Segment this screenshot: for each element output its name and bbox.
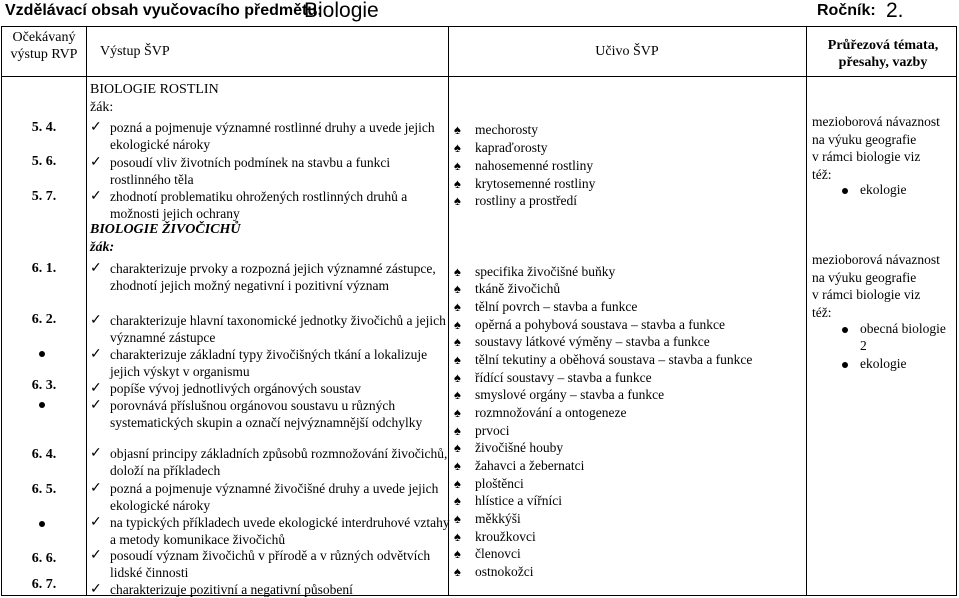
col-header-svp: Výstup ŠVP xyxy=(100,44,170,59)
page-header xyxy=(0,0,959,26)
check-icon: ✓ xyxy=(90,381,102,396)
check-icon: ✓ xyxy=(90,155,102,170)
rvp-code: 5. 6. xyxy=(31,154,57,169)
check-icon: ✓ xyxy=(90,481,102,496)
grade-value: 2. xyxy=(886,0,904,22)
spade-bullet-icon: ♠ xyxy=(454,370,461,385)
spade-bullet-icon: ♠ xyxy=(454,193,461,208)
section-title: BIOLOGIE ŽIVOČICHŮ xyxy=(90,222,241,237)
spade-bullet-icon: ♠ xyxy=(454,334,461,349)
rvp-code: 6. 7. xyxy=(31,577,57,592)
column-divider xyxy=(86,27,87,595)
check-icon: ✓ xyxy=(90,347,102,362)
check-icon: ✓ xyxy=(90,515,102,530)
rvp-code: 6. 3. xyxy=(31,378,57,393)
grade-label: Ročník: xyxy=(817,2,876,19)
col-header-prurez: Průřezová témata, přesahy, vazby xyxy=(827,38,939,70)
spade-bullet-icon: ♠ xyxy=(454,423,461,438)
spade-bullet-icon: ♠ xyxy=(454,122,461,137)
rvp-code: 6. 4. xyxy=(31,447,57,462)
check-icon: ✓ xyxy=(90,446,102,461)
subject-name: Biologie xyxy=(304,0,379,22)
spade-bullet-icon: ♠ xyxy=(454,440,461,455)
spade-bullet-icon: ♠ xyxy=(454,511,461,526)
spade-bullet-icon: ♠ xyxy=(454,281,461,296)
rvp-code: 5. 7. xyxy=(31,189,57,204)
spade-bullet-icon: ♠ xyxy=(454,564,461,579)
prurez-item: obecná biologie xyxy=(860,321,946,337)
spade-bullet-icon: ♠ xyxy=(454,352,461,367)
zak-label: žák: xyxy=(90,100,114,115)
spade-bullet-icon: ♠ xyxy=(454,476,461,491)
spade-bullet-icon: ♠ xyxy=(454,546,461,561)
rvp-code: 5. 4. xyxy=(31,120,57,135)
spade-bullet-icon: ♠ xyxy=(454,264,461,279)
rvp-code: 6. 5. xyxy=(31,482,57,497)
spade-bullet-icon: ♠ xyxy=(454,299,461,314)
bullet-dot-icon xyxy=(842,188,848,194)
bullet-dot-icon xyxy=(39,402,45,408)
prurez-item: ekologie xyxy=(860,182,907,198)
check-icon: ✓ xyxy=(90,261,102,276)
check-icon: ✓ xyxy=(90,189,102,204)
check-icon: ✓ xyxy=(90,582,102,597)
spade-bullet-icon: ♠ xyxy=(454,458,461,473)
spade-bullet-icon: ♠ xyxy=(454,405,461,420)
bullet-dot-icon xyxy=(842,362,848,368)
header-divider xyxy=(2,76,956,77)
bullet-dot-icon xyxy=(39,521,45,527)
rvp-code: 6. 6. xyxy=(31,551,57,566)
prurez-block: mezioborová návaznost na výuku geografie v rámci biologie viz též: xyxy=(812,114,940,182)
bullet-dot-icon xyxy=(842,327,848,333)
zak-label: žák: xyxy=(90,240,115,255)
spade-bullet-icon: ♠ xyxy=(454,387,461,402)
spade-bullet-icon: ♠ xyxy=(454,158,461,173)
check-icon: ✓ xyxy=(90,313,102,328)
spade-bullet-icon: ♠ xyxy=(454,176,461,191)
rvp-code: 6. 2. xyxy=(31,312,57,327)
rvp-code: 6. 1. xyxy=(31,261,57,276)
prurez-item: 2 xyxy=(860,338,867,353)
curriculum-table: Očekávaný výstup RVP Výstup ŠVP Učivo ŠVP Průřezová témata, přesahy, vazby BIOLOGIE ROSTLIN žák: 5. 4. 5. 6. 5. 7. ✓ pozná a pojmenuje významné rostlinné druhy a uvede jejich ekologické nároky ✓ posoudí vliv životních podmínek na stavbu a funkci rostlinného těla ✓ zhodnotí problematiku ohrožených rostlinných druhů a možnosti jejich ochrany ♠ mechorosty ♠ kapraďorosty ♠ nahosemenné rostliny ♠ krytosemenné rostliny ♠ rostliny a prostředí mezioborová návaznost na výuku geografie v rámci biologie viz též: ekologie BIOLOGIE ŽIVOČICHŮ žák: 6. 1. 6. 2. 6. 3. 6. 4. 6. 5. 6. 6. 6. 7. ✓ charakterizuje prvoky a rozpozná jejich významné zástupce, zhodnotí jejich možný negativní i pozitivní význam ✓ charakterizuje hlavní taxonomické jednotky živočichů a jejich významné zástupce ✓ charakterizuje základní typy živočišných tkání a lokalizuje jejich výskyt v organismu ✓ popíše vývoj jednotlivých orgánových soustav ✓ porovnává příslušnou orgánovou soustavu u různých systematických skupin a označí nejvýznamnější odchylky ✓ objasní principy základních způsobů rozmnožování živočichů, doloží na příkladech ✓ pozná a pojmenuje významné živočišné druhy a uvede jejich ekologické nároky ✓ na typických příkladech uvede ekologické interdruhové vztahy a metody komunikace živočichů ✓ posoudí význam živočichů v přírodě a v různých odvětvích lidské činnosti ✓ charakterizuje pozitivní a negativní působení ♠ specifika živočišné buňky ♠ tkáně živočichů ♠ tělní povrch – stavba a funkce ♠ opěrná a pohybová soustava – stavba a funkce ♠ soustavy látkové výměny – stavba a funkce ♠ tělní tekutiny a oběhová soustava – stavba a funkce ♠ řídící soustavy – stavba a funkce ♠ smyslové orgány – stavba a funkce ♠ rozmnožování a ontogeneze ♠ prvoci ♠ živočišné houby ♠ žahavci a žebernatci ♠ ploštěnci ♠ hlístice a vířníci ♠ měkkýši ♠ kroužkovci ♠ členovci ♠ ostnokožci mezioborová návaznost na výuku geografie v rámci biologie viz též: obecná biologie 2 ekologie xyxy=(1,26,957,596)
check-icon: ✓ xyxy=(90,548,102,563)
header-label: Vzdělávací obsah vyučovacího předmětu: xyxy=(5,2,323,19)
spade-bullet-icon: ♠ xyxy=(454,529,461,544)
prurez-block: mezioborová návaznost na výuku geografie v rámci biologie viz též: xyxy=(812,252,940,320)
prurez-item: ekologie xyxy=(860,356,907,372)
column-divider xyxy=(806,27,807,595)
spade-bullet-icon: ♠ xyxy=(454,140,461,155)
spade-bullet-icon: ♠ xyxy=(454,317,461,332)
col-header-rvp: Očekávaný výstup RVP xyxy=(10,30,78,62)
check-icon: ✓ xyxy=(90,398,102,413)
section-title: BIOLOGIE ROSTLIN xyxy=(90,82,219,97)
bullet-dot-icon xyxy=(39,351,45,357)
spade-bullet-icon: ♠ xyxy=(454,493,461,508)
check-icon: ✓ xyxy=(90,120,102,135)
col-header-ucivo: Učivo ŠVP xyxy=(595,44,659,59)
